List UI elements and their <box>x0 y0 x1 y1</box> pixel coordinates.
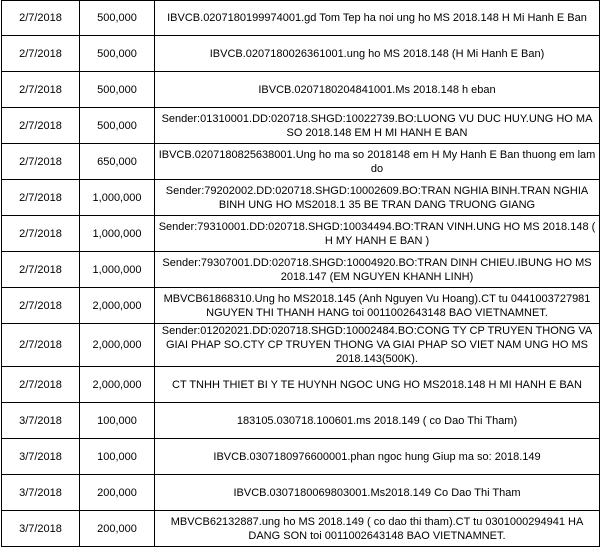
amount-cell: 100,000 <box>80 403 155 439</box>
date-cell: 2/7/2018 <box>2 1 80 36</box>
description-cell: Sender:01202021.DD:020718.SHGD:10002484.BO:CONG TY CP TRUYEN THONG VA GIAI PHAP SO.CTY CP TRUYEN THONG VA GIAI PHAP SO VIET NAM UNG HO MS 2018.143(500K). <box>155 324 600 367</box>
amount-cell: 2,000,000 <box>80 367 155 403</box>
table-row <box>2 36 600 72</box>
date-cell: 2/7/2018 <box>2 216 80 252</box>
date-cell: 2/7/2018 <box>2 72 80 108</box>
amount-cell: 200,000 <box>80 511 155 547</box>
description-cell: IBVCB.0207180026361001.ung ho MS 2018.148 (H Mi Hanh E Ban) <box>155 36 600 72</box>
description-cell: Sender:01310001.DD:020718.SHGD:10022739.BO:LUONG VU DUC HUY.UNG HO MA SO 2018.148 EM H MI HANH E BAN <box>155 108 600 144</box>
date-cell: 3/7/2018 <box>2 439 80 475</box>
description-cell: IBVCB.0307180976600001.phan ngoc hung Giup ma so: 2018.149 <box>155 439 600 475</box>
date-cell: 2/7/2018 <box>2 324 80 367</box>
table-row <box>2 1 600 36</box>
date-cell: 3/7/2018 <box>2 511 80 547</box>
table-row <box>2 252 600 288</box>
description-cell: Sender:79307001.DD:020718.SHGD:10004920.BO:TRAN DINH CHIEU.IBUNG HO MS 2018.147 (EM NGUYEN KHANH LINH) <box>155 252 600 288</box>
amount-cell: 500,000 <box>80 1 155 36</box>
date-cell: 3/7/2018 <box>2 403 80 439</box>
date-cell: 2/7/2018 <box>2 252 80 288</box>
transactions-table <box>1 0 600 547</box>
table-row <box>2 511 600 547</box>
table-row <box>2 367 600 403</box>
table-row <box>2 216 600 252</box>
table-row <box>2 324 600 367</box>
amount-cell: 500,000 <box>80 108 155 144</box>
date-cell: 2/7/2018 <box>2 36 80 72</box>
date-cell: 2/7/2018 <box>2 367 80 403</box>
description-cell: 183105.030718.100601.ms 2018.149 ( co Dao Thi Tham) <box>155 403 600 439</box>
amount-cell: 200,000 <box>80 475 155 511</box>
amount-cell: 1,000,000 <box>80 252 155 288</box>
date-cell: 2/7/2018 <box>2 180 80 216</box>
description-cell: CT TNHH THIET BI Y TE HUYNH NGOC UNG HO MS2018.148 H MI HANH E BAN <box>155 367 600 403</box>
description-cell: Sender:79202002.DD:020718.SHGD:10002609.BO:TRAN NGHIA BINH.TRAN NGHIA BINH UNG HO MS2018.1 35 BE TRAN DANG TRUONG GIANG <box>155 180 600 216</box>
description-cell: MBVCB62132887.ung ho MS 2018.149 ( co dao thi tham).CT tu 0301000294941 HA DANG SON toi 0011002643148 BAO VIETNAMNET. <box>155 511 600 547</box>
table-row <box>2 72 600 108</box>
description-cell: IBVCB.0307180069803001.Ms2018.149 Co Dao Thi Tham <box>155 475 600 511</box>
date-cell: 2/7/2018 <box>2 288 80 324</box>
date-cell: 2/7/2018 <box>2 108 80 144</box>
table-row <box>2 403 600 439</box>
table-row <box>2 475 600 511</box>
table-row <box>2 288 600 324</box>
amount-cell: 500,000 <box>80 36 155 72</box>
description-cell: Sender:79310001.DD:020718.SHGD:10034494.BO:TRAN VINH.UNG HO MS 2018.148 ( H MY HANH E BAN ) <box>155 216 600 252</box>
description-cell: IBVCB.0207180199974001.gd Tom Tep ha noi ung ho MS 2018.148 H Mi Hanh E Ban <box>155 1 600 36</box>
amount-cell: 1,000,000 <box>80 216 155 252</box>
transactions-table-body <box>2 1 600 547</box>
table-row <box>2 180 600 216</box>
table-row <box>2 439 600 475</box>
amount-cell: 500,000 <box>80 72 155 108</box>
table-row <box>2 144 600 180</box>
table-row <box>2 108 600 144</box>
amount-cell: 650,000 <box>80 144 155 180</box>
amount-cell: 1,000,000 <box>80 180 155 216</box>
date-cell: 2/7/2018 <box>2 144 80 180</box>
description-cell: IBVCB.0207180204841001.Ms 2018.148 h eban <box>155 72 600 108</box>
amount-cell: 2,000,000 <box>80 324 155 367</box>
date-cell: 3/7/2018 <box>2 475 80 511</box>
amount-cell: 2,000,000 <box>80 288 155 324</box>
description-cell: IBVCB.0207180825638001.Ung ho ma so 2018148 em H My Hanh E Ban thuong em lam do <box>155 144 600 180</box>
amount-cell: 100,000 <box>80 439 155 475</box>
description-cell: MBVCB61868310.Ung ho MS2018.145 (Anh Nguyen Vu Hoang).CT tu 0441003727981 NGUYEN THI THANH HANG toi 0011002643148 BAO VIETNAMNET. <box>155 288 600 324</box>
